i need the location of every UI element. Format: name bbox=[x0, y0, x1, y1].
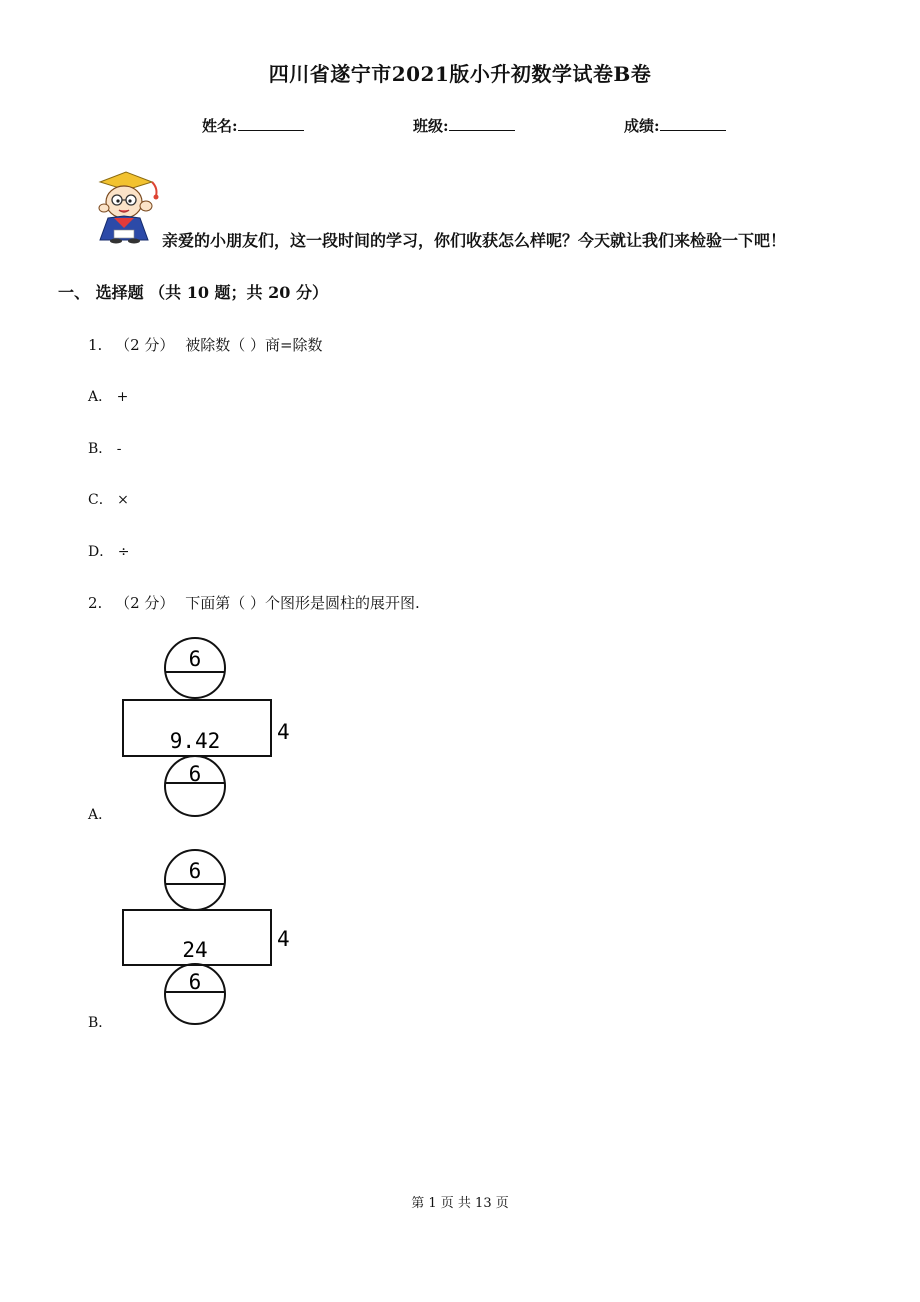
q1-option-d-text: ÷ bbox=[117, 544, 130, 560]
q2-text: 下面第（ ）个图形是圆柱的展开图. bbox=[185, 594, 420, 612]
q2-number: 2. bbox=[88, 594, 103, 612]
question-2 bbox=[88, 592, 420, 613]
q2-b-top-circle-label: 6 bbox=[188, 859, 202, 883]
name-field bbox=[202, 115, 304, 136]
name-blank[interactable] bbox=[238, 116, 304, 131]
q1-option-c[interactable] bbox=[88, 489, 129, 509]
class-label: 班级: bbox=[413, 117, 449, 135]
class-field bbox=[413, 115, 515, 136]
q1-score: （2 分） bbox=[115, 336, 175, 354]
q2-option-a-label[interactable]: A． bbox=[88, 807, 113, 823]
page-title: 四川省遂宁市2021版小升初数学试卷B卷 bbox=[268, 62, 652, 86]
q1-option-d-label: D． bbox=[88, 544, 114, 560]
q1-option-c-text: × bbox=[117, 492, 129, 508]
page-footer: 第 1 页 共 13 页 bbox=[411, 1196, 509, 1211]
score-blank[interactable] bbox=[660, 116, 726, 131]
mascot-icon bbox=[92, 168, 164, 244]
q2-a-rect-label: 9.42 bbox=[169, 729, 221, 753]
q2-option-b-diagram[interactable] bbox=[118, 846, 298, 1032]
q1-number: 1. bbox=[88, 336, 103, 354]
q2-b-side-label: 4 bbox=[277, 927, 290, 951]
score-label: 成绩: bbox=[624, 117, 660, 135]
q1-option-c-label: C． bbox=[88, 492, 113, 508]
q2-score: （2 分） bbox=[115, 594, 175, 612]
q1-option-b[interactable] bbox=[88, 438, 121, 458]
q1-option-b-text: - bbox=[116, 441, 122, 457]
q2-a-bottom-circle-label: 6 bbox=[188, 762, 202, 786]
q2-b-rect-label: 24 bbox=[182, 938, 208, 962]
score-field bbox=[624, 115, 726, 136]
q1-option-a[interactable] bbox=[88, 386, 128, 406]
q2-a-side-label: 4 bbox=[277, 720, 290, 744]
q1-option-a-label: A． bbox=[88, 389, 113, 405]
q2-a-top-circle-label: 6 bbox=[188, 647, 202, 671]
q2-option-a-diagram[interactable] bbox=[118, 636, 298, 822]
greeting-text: 亲爱的小朋友们，这一段时间的学习，你们收获怎么样呢？今天就让我们来检验一下吧！ bbox=[162, 231, 787, 250]
section-heading: 一、 选择题 （共 10 题；共 20 分） bbox=[58, 283, 328, 302]
q1-option-d[interactable] bbox=[88, 541, 129, 561]
q1-text: 被除数（ ）商=除数 bbox=[185, 336, 323, 354]
q2-b-bottom-circle-label: 6 bbox=[188, 970, 202, 994]
question-1 bbox=[88, 334, 323, 355]
name-label: 姓名: bbox=[202, 117, 238, 135]
q1-option-a-text: + bbox=[116, 389, 129, 405]
q1-option-b-label: B． bbox=[88, 441, 113, 457]
q2-option-b-label[interactable]: B． bbox=[88, 1015, 113, 1031]
class-blank[interactable] bbox=[449, 116, 515, 131]
